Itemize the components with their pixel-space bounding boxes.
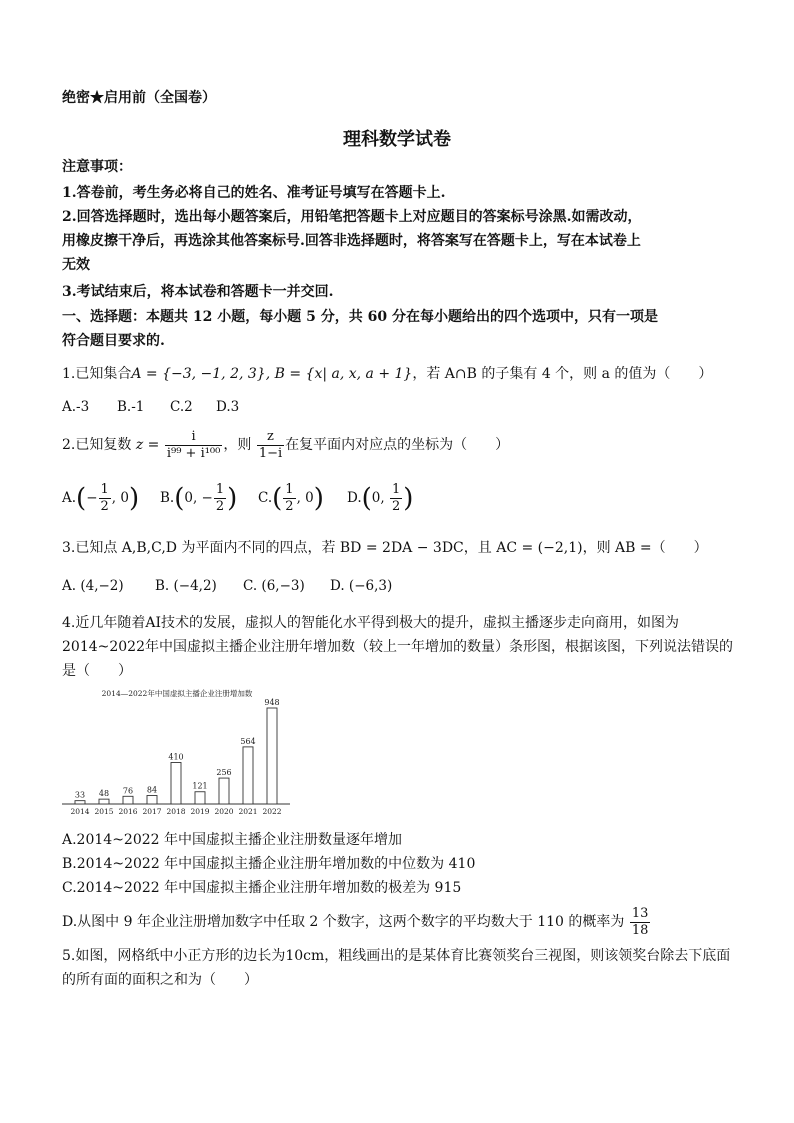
section1-line1: 一、选择题：本题共 12 小题，每小题 5 分，共 60 分在每小题给出的四个选项中，只有一项是: [62, 309, 658, 325]
question-1: [62, 364, 712, 384]
question-3: 3.已知点 A,B,C,D 为平面内不同的四点，若 BD = 2DA − 3DC，且 AC = (−2,1)，则 AB =（ ）: [62, 540, 708, 556]
q2-option-a-den: 2: [100, 499, 109, 514]
bar-2017: [147, 795, 157, 804]
notice-item-1: 1.答卷前，考生务必将自己的姓名、准考证号填写在答题卡上.: [62, 185, 446, 201]
data-label-2022: 948: [264, 698, 280, 707]
q2-option-d-num: 1: [391, 482, 401, 497]
q2-prefix: 2.已知复数: [62, 437, 132, 453]
question-4-line2: 2014~2022年中国虚拟主播企业注册年增加数（较上一年增加的数量）条形图，根据该图，下列说法错误的: [62, 639, 733, 655]
x-tick-2015: 2015: [94, 807, 114, 816]
q4-option-a: A.2014~2022 年中国虚拟主播企业注册数量逐年增加: [62, 832, 402, 848]
bar-2019: [195, 792, 205, 804]
x-tick-2017: 2017: [142, 807, 162, 816]
q4-option-d: [62, 902, 651, 942]
q2-mid: ，则: [223, 437, 252, 453]
q2-option-b: B.(0, − $\frac{1}{2}$ ): [160, 482, 238, 514]
q1-option-c: C.2: [170, 399, 193, 415]
q2-option-d: D.(0, $\frac{1}{2}$ ): [347, 482, 414, 514]
q2-option-b-num: 1: [215, 482, 225, 497]
question-5-line2: 的所有面的面积之和为（ ）: [62, 972, 258, 988]
bar-2022: [267, 708, 277, 804]
x-tick-2021: 2021: [238, 807, 258, 816]
q1-prefix: 1.已知集合: [62, 366, 132, 382]
q1-option-d: D.3: [216, 399, 240, 415]
q1-option-a: A.-3: [62, 399, 90, 415]
q2-option-d-den: 2: [391, 499, 401, 514]
question-4-line1: 4.近几年随着AI技术的发展，虚拟人的智能化水平得到极大的提升，虚拟主播逐步走向商用，如图为: [62, 615, 679, 631]
x-tick-2016: 2016: [118, 807, 138, 816]
data-label-2016: 76: [122, 786, 134, 796]
bar-2016: [123, 796, 133, 804]
q2-option-c-post: , 0: [296, 490, 314, 506]
notice-heading: 注意事项：: [62, 159, 132, 175]
x-tick-2019: 2019: [190, 807, 210, 816]
q2-fraction-z-over: [257, 429, 284, 462]
question-2: [62, 428, 509, 462]
q2-frac2-num: z: [257, 429, 284, 446]
q4-option-c: C.2014~2022 年中国虚拟主播企业注册年增加数的极差为 915: [62, 880, 462, 896]
q3-option-b: B. (−4,2): [155, 578, 217, 594]
q1-option-b: B.-1: [117, 399, 145, 415]
question-5-line1: 5.如图，网格纸中小正方形的边长为10cm，粗线画出的是某体育比赛领奖台三视图，则该领奖台除去下底面: [62, 948, 731, 964]
data-label-2020: 256: [216, 768, 232, 778]
confidential-header: 绝密★启用前（全国卷）: [62, 90, 216, 106]
notice-item-2a: 2.回答选择题时，选出每小题答案后，用铅笔把答题卡上对应题目的答案标号涂黑.如需改动，: [62, 209, 642, 225]
data-label-2018: 410: [168, 752, 184, 762]
q2-option-a-num: 1: [100, 482, 109, 497]
q2-option-b-pre: 0, −: [184, 490, 213, 506]
q4-option-b: B.2014~2022 年中国虚拟主播企业注册年增加数的中位数为 410: [62, 856, 476, 872]
q2-option-a-pre: −: [86, 490, 98, 506]
bar-2018: [171, 762, 181, 804]
q2-option-d-pre: 0,: [371, 490, 389, 506]
registration-bar-chart: [62, 686, 292, 822]
bar-2021: [243, 747, 253, 804]
x-tick-2020: 2020: [214, 807, 234, 816]
notice-item-2b: 用橡皮擦干净后，再选涂其他答案标号.回答非选择题时，将答案写在答题卡上，写在本试卷上: [62, 233, 641, 249]
q2-fraction-z: [165, 429, 223, 462]
q2-option-c-label: C.: [258, 490, 273, 506]
q1-suffix: ，若 A∩B 的子集有 4 个，则 a 的值为（ ）: [412, 366, 713, 382]
q2-option-b-label: B.: [160, 490, 175, 506]
notice-item-2c: 无效: [62, 257, 90, 273]
q1-set-b: , B = {x| a, x, a + 1}: [265, 366, 413, 382]
q2-option-b-den: 2: [215, 499, 225, 514]
q2-z: z =: [135, 437, 160, 453]
q2-option-a: A.(− $\frac{1}{2}$ , 0): [62, 482, 140, 514]
data-label-2017: 84: [146, 785, 158, 795]
bar-2020: [219, 778, 229, 804]
x-tick-2014: 2014: [70, 807, 90, 816]
bar-2015: [99, 799, 109, 804]
data-label-2019: 121: [192, 781, 208, 791]
q4-option-d-text: D.从图中 9 年企业注册增加数字中任取 2 个数字，这两个数字的平均数大于 110 的概率为: [62, 914, 625, 930]
q2-option-a-post: , 0: [111, 490, 129, 506]
bar-2014: [75, 801, 85, 804]
chart-svg: [62, 686, 292, 822]
notice-item-3: 3.考试结束后，将本试卷和答题卡一并交回.: [62, 284, 334, 300]
x-tick-2018: 2018: [166, 807, 186, 816]
q2-frac-den: i⁹⁹ + i¹⁰⁰: [166, 445, 221, 461]
q3-option-d: D. (−6,3): [330, 578, 393, 594]
page-title: 理科数学试卷: [343, 129, 451, 150]
q4-option-d-den: 18: [631, 922, 649, 938]
q2-frac2-den: 1−i: [258, 445, 283, 461]
q4-option-d-num: 13: [631, 905, 649, 921]
q1-set-a: A = {−3, −1, 2, 3}: [131, 366, 266, 382]
q2-option-c-den: 2: [285, 499, 294, 514]
x-tick-2022: 2022: [262, 807, 282, 816]
q2-suffix: 在复平面内对应点的坐标为（ ）: [285, 437, 510, 453]
q2-option-c: C.( $\frac{1}{2}$ , 0): [258, 482, 324, 514]
section1-line2: 符合题目要求的.: [62, 333, 165, 349]
q2-frac-num: i: [165, 429, 223, 446]
q2-option-c-num: 1: [285, 482, 294, 497]
data-label-2014: 33: [74, 790, 86, 800]
q3-option-c: C. (6,−3): [243, 578, 305, 594]
question-4-line3: 是（ ）: [62, 663, 132, 679]
q2-option-a-label: A.: [62, 490, 77, 506]
chart-title: 2014—2022年中国虚拟主播企业注册增加数: [101, 689, 253, 698]
data-label-2015: 48: [98, 789, 110, 799]
q3-option-a: A. (4,−2): [62, 578, 124, 594]
data-label-2021: 564: [240, 736, 256, 746]
q2-option-d-label: D.: [347, 490, 362, 506]
